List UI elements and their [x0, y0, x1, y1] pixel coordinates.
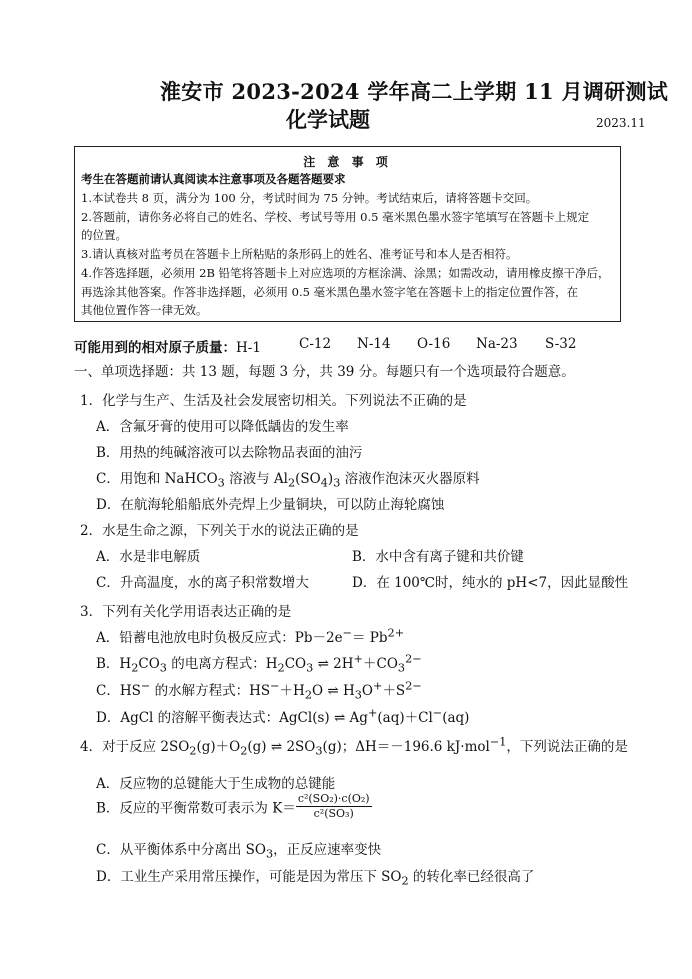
equilibrium-constant-fraction: $\frac{\text{c²(SO₂)·c(O₂)}}{\text{c²(SO₃)}}$: [297, 792, 370, 820]
q1-option-d: D．在航海轮船船底外壳焊上少量铜块，可以防止海轮腐蚀: [96, 497, 445, 513]
notice-line: 3.请认真核对监考员在答题卡上所粘贴的条形码上的姓名、准考证号和本人是否相符。: [81, 247, 518, 261]
q2-option-a: A．水是非电解质: [96, 549, 201, 565]
q4-option-b: B．反应的平衡常数可表示为 K＝ $\frac{\text{c²(SO₂)·c(O₂)}}{\text{c²(SO₃)}}$: [96, 792, 370, 820]
atomic-masses-label: 可能用到的相对原子质量：: [74, 340, 236, 356]
q2-option-b: B．水中含有离子键和共价键: [352, 549, 524, 565]
notice-line: 其他位置作答一律无效。: [81, 303, 208, 317]
q1-option-b: B．用热的纯碱溶液可以去除物品表面的油污: [96, 445, 363, 461]
atomic-mass-item: N-14: [357, 336, 391, 352]
notice-title: 注 意 事 项: [303, 155, 392, 169]
notice-line: 2.答题前，请你务必将自己的姓名、学校、考试号等用 0.5 毫米黑色墨水签字笔填写在答题卡上规定: [81, 210, 590, 224]
atomic-mass-item: S-32: [545, 336, 577, 352]
q1-option-c: C．用饱和 NaHCO$_3$ 溶液与 $Al_2(SO_4)_3$ 溶液作泡沫灭火器原料: [96, 471, 480, 490]
question-3-stem: 3．下列有关化学用语表达正确的是: [80, 604, 292, 620]
q3-option-a: A．铅蓄电池放电时负极反应式：$Pb-2e^-= Pb^{2+}$: [96, 626, 405, 646]
question-2-stem: 2．水是生命之源，下列关于水的说法正确的是: [80, 523, 359, 539]
q3-option-c: C．HS− 的水解方程式：$HS^-+H_2O$ ⇌ $H_3O^++S^{2-}$: [96, 679, 422, 702]
question-1-stem: 1．化学与生产、生活及社会发展密切相关。下列说法不正确的是: [80, 393, 467, 409]
atomic-mass-item: H-1: [236, 340, 261, 356]
section-heading: 一、单项选择题：共 13 题，每题 3 分，共 39 分。每题只有一个选项最符合题意。: [74, 364, 575, 380]
atomic-mass-item: O-16: [417, 336, 451, 352]
q3-option-b: B．$H_2CO_3$ 的电离方程式：$H_2CO_3$ ⇌ $2H^++CO_3^{2-}$: [96, 652, 422, 675]
q1-option-a: A．含氟牙膏的使用可以降低龋齿的发生率: [96, 419, 349, 435]
notice-line: 的位置。: [81, 228, 127, 242]
exam-title: 淮安市 2023-2024 学年高二上学期 11 月调研测试: [160, 79, 669, 104]
subject-title: 化学试题: [286, 107, 370, 132]
q4-option-c: C．从平衡体系中分离出 $SO_3$，正反应速率变快: [96, 842, 382, 861]
exam-date: 2023.11: [596, 116, 646, 130]
notice-subtitle: 考生在答题前请认真阅读本注意事项及各题答题要求: [81, 172, 346, 186]
q4-option-a: A．反应物的总键能大于生成物的总键能: [96, 776, 336, 792]
atomic-mass-item: Na-23: [476, 336, 518, 352]
atomic-mass-item: C-12: [299, 336, 332, 352]
notice-line: 1.本试卷共 8 页，满分为 100 分，考试时间为 75 分钟。考试结束后，请将答题卡交回。: [81, 191, 538, 205]
question-4-stem: 4．对于反应 $2SO_2(g)+O_2(g)$ ⇌ $2SO_3(g)$；ΔH＝－196.6 kJ·mol$^{-1}$，下列说法正确的是: [80, 735, 628, 758]
q4-option-d: D．工业生产采用常压操作，可能是因为常压下 $SO_2$ 的转化率已经很高了: [96, 869, 535, 888]
notice-line: 4.作答选择题，必须用 2B 铅笔将答题卡上对应选项的方框涂满、涂黑；如需改动，请用橡皮擦干净后，: [81, 266, 610, 280]
q2-option-d: D．在 100℃时，纯水的 pH<7，因此显酸性: [352, 575, 629, 591]
q2-option-c: C．升高温度，水的离子积常数增大: [96, 575, 309, 591]
notice-line: 再选涂其他答案。作答非选择题，必须用 0.5 毫米黑色墨水签字笔在答题卡上的指定位置作答，在: [81, 285, 579, 299]
notice-box: [74, 146, 621, 322]
q3-option-d: D．AgCl 的溶解平衡表达式：AgCl(s) ⇌ Ag+(aq)＋Cl−(aq): [96, 706, 470, 726]
atomic-masses-row: [74, 336, 261, 356]
